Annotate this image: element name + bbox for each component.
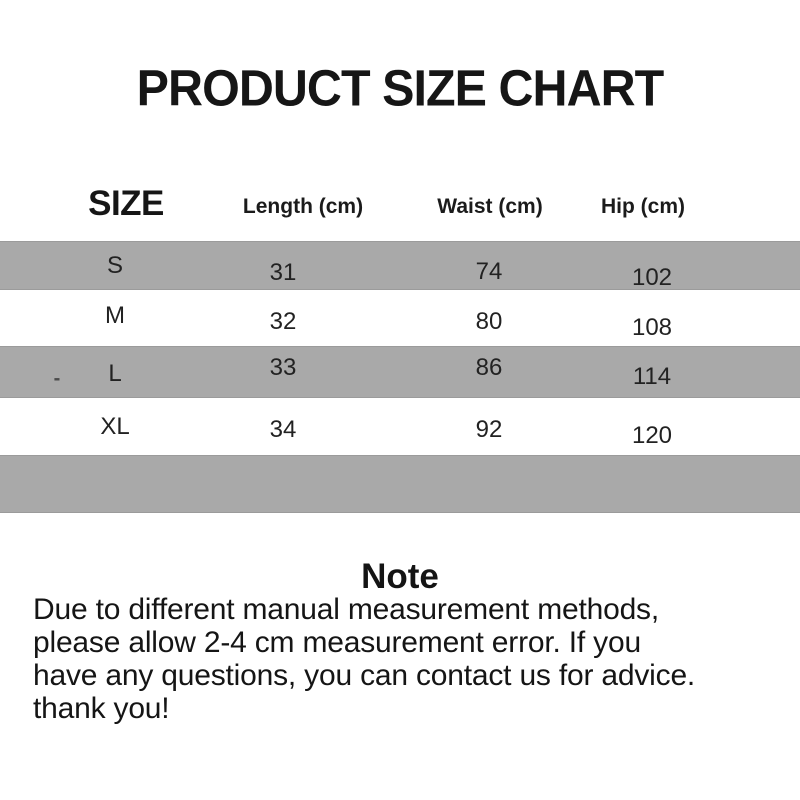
cell-length: 34 xyxy=(269,415,297,443)
cell-length: 31 xyxy=(269,258,297,286)
cell-waist: 92 xyxy=(475,415,503,443)
cell-waist: 80 xyxy=(475,308,503,335)
note-line: please allow 2-4 cm measurement error. If you xyxy=(33,626,641,659)
note-heading: Note xyxy=(361,557,439,596)
table-row-m xyxy=(0,290,800,346)
cell-length: 32 xyxy=(269,308,297,335)
column-header-length: Length (cm) xyxy=(242,195,364,218)
cell-size: L xyxy=(108,360,122,387)
column-header-size: SIZE xyxy=(88,184,164,223)
cell-length: 33 xyxy=(269,354,297,381)
cell-waist: 74 xyxy=(475,257,503,285)
cell-size: S xyxy=(106,251,124,279)
note-line: Due to different manual measurement methods, xyxy=(33,593,659,626)
column-header-hip: Hip (cm) xyxy=(601,195,685,218)
table-row-l xyxy=(0,346,800,398)
empty-band xyxy=(0,455,800,513)
cell-waist: 86 xyxy=(475,354,503,381)
note-line: thank you! xyxy=(33,692,170,725)
table-row-xl xyxy=(0,398,800,455)
cell-hip: 114 xyxy=(632,363,672,390)
stray-dash-artifact: - xyxy=(53,367,61,390)
column-header-waist: Waist (cm) xyxy=(437,195,543,218)
page-title: PRODUCT SIZE CHART xyxy=(136,59,664,117)
cell-size: XL xyxy=(100,412,130,440)
table-row-s xyxy=(0,241,800,290)
cell-size: M xyxy=(105,302,125,329)
cell-hip: 102 xyxy=(631,263,673,291)
note-line: have any questions, you can contact us for advice. xyxy=(33,659,696,692)
note-paragraph xyxy=(33,593,793,725)
cell-hip: 108 xyxy=(631,314,673,341)
cell-hip: 120 xyxy=(631,421,673,449)
